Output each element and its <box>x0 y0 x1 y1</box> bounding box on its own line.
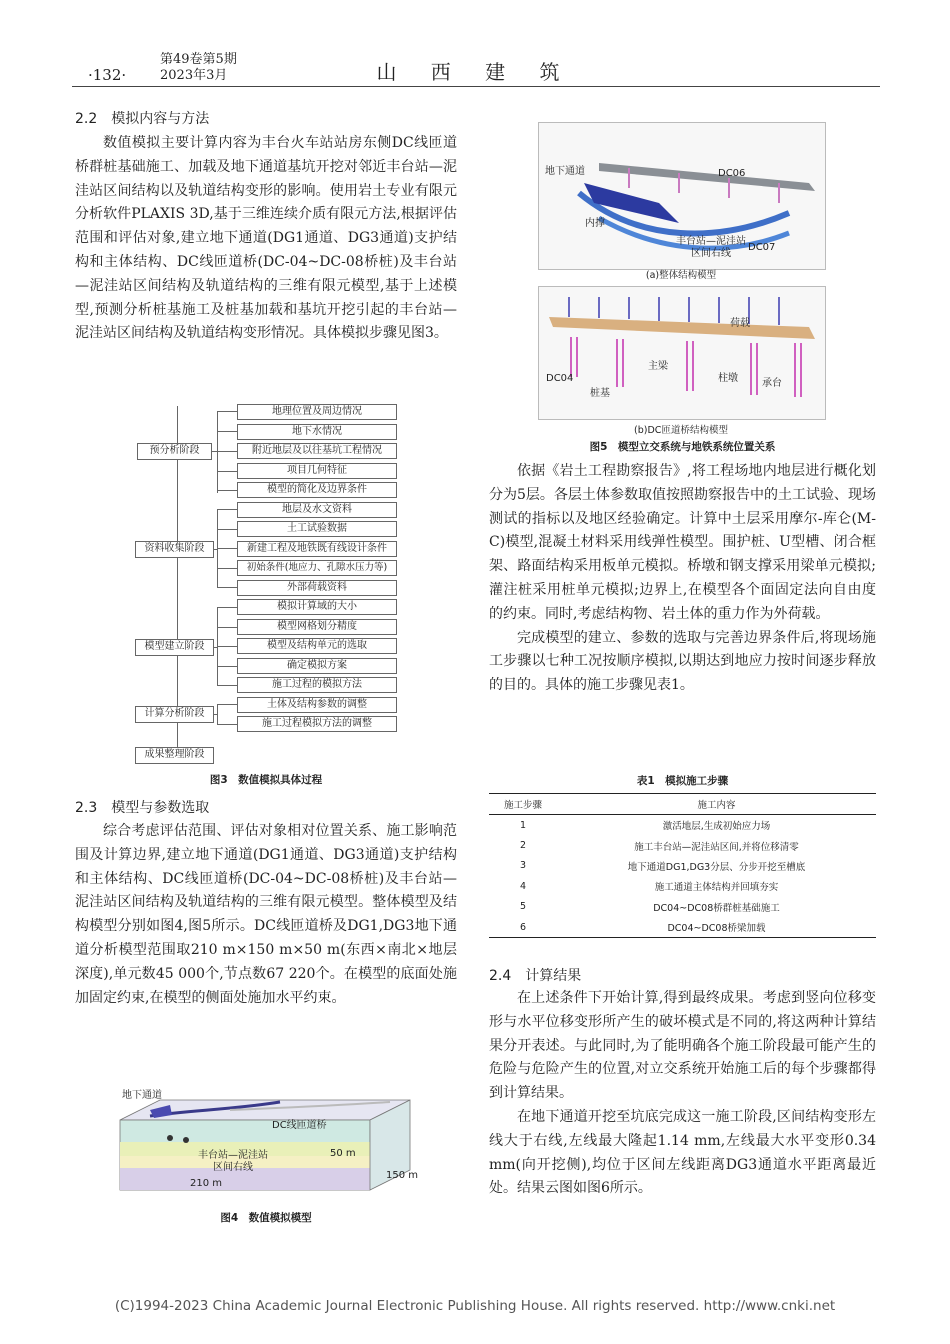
fig5a-label-tunnel: 丰台站—泥洼站区间右线 <box>676 236 746 259</box>
flow-item: 地下水情况 <box>237 424 397 440</box>
flow-stage: 资料收集阶段 <box>135 541 214 558</box>
fig5b-label-load: 荷载 <box>730 318 750 329</box>
fig4-label-tunnel: 丰台站—泥洼站区间右线 <box>198 1150 268 1173</box>
flow-item: 外部荷载资料 <box>237 580 397 596</box>
flow-stage: 模型建立阶段 <box>135 639 214 656</box>
table-cell: 地下通道DG1,DG3分层、分步开挖至槽底 <box>627 861 806 873</box>
issue-date: 2023年3月 <box>160 68 228 83</box>
table-row <box>489 876 876 896</box>
flow-item: 项目几何特征 <box>237 463 397 479</box>
page-number: ·132· <box>88 66 127 84</box>
flow-item: 施工过程的模拟方法 <box>237 677 397 693</box>
header-rule <box>72 86 880 87</box>
section-2-2-body <box>75 132 457 346</box>
figure-4-caption: 图4 数值模拟模型 <box>220 1212 312 1224</box>
table-cell: 2 <box>519 840 527 852</box>
flow-item: 模型及结构单元的选取 <box>237 638 397 654</box>
paragraph: 在地下通道开挖至坑底完成这一施工阶段,区间结构变形左线大于右线,左线最大隆起1.14 mm,左线最大水平变形0.34 mm(向开挖侧),均位于区间左线距离DG3通道水平距离最近处。结果云图如图6所示。 <box>489 1108 876 1197</box>
paragraph: 在上述条件下开始计算,得到最终成果。考虑到竖向位移变形与水平位移变形所产生的破坏模式是不同的,将这两种计算结果分开表述。与此同时,为了能明确各个施工阶段最可能产生的危险与危险产生的位置,对立交系统开始施工后的每个步骤都得到计算结果。 <box>489 990 876 1102</box>
table-cell: 5 <box>519 901 527 913</box>
paragraph: 完成模型的建立、参数的选取与完善边界条件后,将现场施工步骤以七种工况按顺序模拟,以期达到地应力按时间逐步释放的目的。具体的施工步骤见表1。 <box>489 629 876 694</box>
flow-stage: 计算分析阶段 <box>135 706 214 723</box>
section-2-4-title: 2.4 计算结果 <box>489 968 582 984</box>
fig5a-label-dc07: DC07 <box>748 242 776 253</box>
section-2-3-title: 2.3 模型与参数选取 <box>75 800 210 816</box>
paragraph: 数值模拟主要计算内容为丰台火车站站房东侧DC线匝道桥群桩基础施工、加载及地下通道基坑开挖对邻近丰台站—泥洼站区间结构以及轨道结构变形的影响。使用岩土专业有限元分析软件PLAXIS 3D,基于三维连续介质有限元方法,根据评估范围和评估对象,建立地下通道(DG1通道、DG3通道)支护结构和主体结构、DC线匝道桥(DC-04~DC-08桥桩)及丰台站—泥洼站区间结构及轨道结构的三维有限元模型,基于上述模型,预测分析桩基施工及桩基加载和基坑开挖引起的丰台站—泥洼站区间结构及轨道结构变形情况。具体模拟步骤见图3。 <box>75 135 457 342</box>
table-cell: DC04~DC08桥群桩基础施工 <box>653 902 780 914</box>
table-cell: 激活地层,生成初始应力场 <box>662 821 771 833</box>
fig4-label-width: 150 m <box>386 1170 419 1181</box>
fig5a-label-brace: 内撑 <box>585 218 605 229</box>
table-cell: 1 <box>519 819 527 831</box>
table-row <box>489 917 876 938</box>
flow-item: 模型网格划分精度 <box>237 619 397 635</box>
fig4-label-depth: 50 m <box>330 1148 356 1159</box>
table-row <box>489 835 876 855</box>
fig4-label-bridge: DC线匝道桥 <box>272 1120 327 1131</box>
figure-5b-caption: (b)DC匝道桥结构模型 <box>634 425 728 436</box>
journal-title: 山 西 建 筑 <box>376 60 574 84</box>
fig4-label-length: 210 m <box>190 1178 223 1189</box>
flow-item: 土工试验数据 <box>237 521 397 537</box>
copyright-footer: (C)1994-2023 China Academic Journal Electronic Publishing House. All rights reserved. http://www.cnki.net <box>114 1298 836 1314</box>
table-1-caption: 表1 模拟施工步骤 <box>636 775 729 787</box>
figure-3-caption: 图3 数值模拟具体过程 <box>209 774 323 786</box>
section-2-2-title: 2.2 模拟内容与方法 <box>75 111 210 127</box>
table-cell: 施工丰台站—泥洼站区间,并将位移清零 <box>634 841 799 853</box>
fig5b-label-girder: 主梁 <box>648 361 668 372</box>
flow-item: 地理位置及周边情况 <box>237 404 397 420</box>
table-cell: 3 <box>519 860 527 872</box>
figure-5-caption: 图5 模型立交系统与地铁系统位置关系 <box>589 441 776 453</box>
table-row <box>489 897 876 917</box>
volume: 第49卷第5期 <box>160 52 237 67</box>
fig4-label-underpass: 地下通道 <box>122 1090 162 1101</box>
fig5a-label-dc06: DC06 <box>718 168 746 179</box>
table-cell: 6 <box>489 917 557 938</box>
flow-stage: 预分析阶段 <box>137 443 212 460</box>
flow-item: 施工过程模拟方法的调整 <box>237 716 397 732</box>
paragraph: 综合考虑评估范围、评估对象相对位置关系、施工影响范围及计算边界,建立地下通道(DG1通道、DG3通道)支护结构和主体结构、DC线匝道桥(DC-04~DC-08桥桩)及丰台站—泥洼站区间结构及轨道结构的三维有限元模型。整体模型及结构模型分别如图4,图5所示。DC线匝道桥及DG1,DG3地下通道分析模型范围取210 m×150 m×50 m(东西×南北×地层深度),单元数45 000个,节点数67 220个。在模型的底面处施加固定约束,在模型的侧面处施加水平约束。 <box>75 823 457 1006</box>
flow-item: 确定模拟方案 <box>237 658 397 674</box>
figure-5b-image <box>538 286 826 420</box>
flow-item: 附近地层及以往基坑工程情况 <box>237 443 397 459</box>
table-header: 施工内容 <box>557 794 876 815</box>
table-row <box>489 815 876 836</box>
right-column-body <box>489 460 876 698</box>
paragraph: 依据《岩土工程勘察报告》,将工程场地内地层进行概化划分为5层。各层土体参数取值按照勘察报告中的土工试验、现场测试的指标以及地区经验确定。计算中土层采用摩尔-库仑(M-C)模型,混凝土材料采用线弹性模型。围护桩、U型槽、闭合框架、路面结构采用板单元模拟。桥墩和钢支撑采用梁单元模拟;灌注桩采用桩单元模拟;边界上,在模型各个面固定法向自由度的约束。同时,考虑结构物、岩土体的重力作为外荷载。 <box>489 463 876 622</box>
fig5b-label-cap: 承台 <box>762 378 782 389</box>
figure-5a-caption: (a)整体结构模型 <box>645 270 717 281</box>
section-2-4-body <box>489 987 876 1201</box>
fig5b-label-dc04: DC04 <box>546 373 574 384</box>
flow-item: 土体及结构参数的调整 <box>237 697 397 713</box>
section-2-3-body <box>75 820 457 1010</box>
fig5b-label-pile: 桩基 <box>590 388 610 399</box>
flow-item: 初始条件(地应力、孔隙水压力等) <box>237 560 397 576</box>
fig5a-label-underpass: 地下通道 <box>545 166 585 177</box>
table-cell: DC04~DC08桥梁加载 <box>557 917 876 938</box>
flow-item: 模拟计算域的大小 <box>237 599 397 615</box>
table-cell: 4 <box>519 880 527 892</box>
flow-item: 模型的简化及边界条件 <box>237 482 397 498</box>
flow-stage: 成果整理阶段 <box>135 747 214 764</box>
table-header: 施工步骤 <box>489 794 557 815</box>
table-cell: 施工通道主体结构并回填夯实 <box>654 882 779 894</box>
table-row <box>489 856 876 876</box>
table-1 <box>489 793 876 938</box>
fig5b-label-pier: 柱墩 <box>718 373 738 384</box>
flow-item: 地层及水文资料 <box>237 502 397 518</box>
flow-item: 新建工程及地铁既有线设计条件 <box>237 541 397 557</box>
flowchart-figure-3 <box>75 398 457 768</box>
